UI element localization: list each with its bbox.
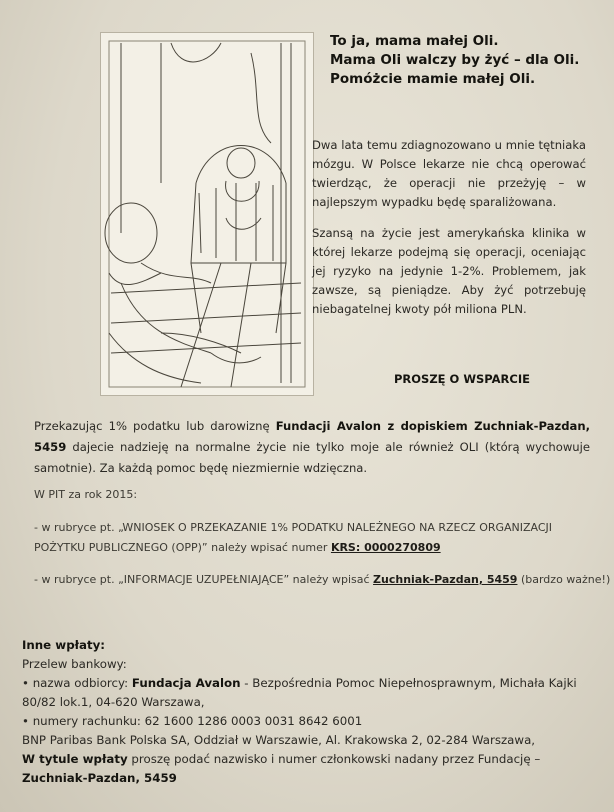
other-payments-title: Inne wpłaty: — [22, 638, 106, 652]
rubric-2-note: (bardzo ważne!) — [517, 573, 611, 586]
recipient-line — [22, 674, 602, 693]
story-paragraph-1: Dwa lata temu zdiagnozowano u mnie tętniaka mózgu. W Polsce lekarze nie chcą operować twierdząc, że operacji nie przeżyję – w najlepszym wypadku będę sparaliżowana. — [312, 138, 586, 209]
intro-pre: Przekazując 1% podatku lub darowiznę — [34, 419, 276, 433]
rubric-1-text: - w rubryce pt. „WNIOSEK O PRZEKAZANIE 1% PODATKU NALEŻNEGO NA RZECZ ORGANIZACJI POŻYTKU PUBLICZNEGO (OPP)” należy wpisać numer — [34, 521, 553, 554]
line-drawing — [101, 33, 313, 395]
donation-intro — [34, 416, 590, 479]
story-text — [312, 136, 586, 331]
transfer-title-label: W tytule wpłaty — [22, 752, 128, 766]
account-number: • numery rachunku: 62 1600 1286 0003 0031 8642 6001 — [22, 714, 363, 728]
rubric-2-name: Zuchniak-Pazdan, 5459 — [373, 573, 518, 586]
recipient-rest: - Bezpośrednia Pomoc Niepełnosprawnym, Michała Kajki — [240, 676, 577, 690]
headline — [330, 32, 605, 89]
intro-foundation: Fundacji Avalon z dopiskiem Zuchniak-Pazdan, 5459 — [34, 419, 590, 454]
story-paragraph-2: Szansą na życie jest amerykańska klinika w której lekarze podejmą się operacji, oceniając jej ryzyko na jedynie 1-2%. Problemem, jak zawsze, są pieniądze. Aby żyć potrzebuję niebagatelnej kwoty pół miliona PLN. — [312, 226, 586, 316]
recipient-name: Fundacja Avalon — [131, 676, 241, 690]
bank-info: BNP Paribas Bank Polska SA, Oddział w Warszawie, Al. Krakowska 2, 02-284 Warszawa, — [22, 733, 536, 747]
bank-transfer-label: Przelew bankowy: — [22, 657, 127, 671]
transfer-title-text: proszę podać nazwisko i numer członkowski nadany przez Fundację – — [127, 752, 541, 766]
other-payments — [22, 636, 602, 788]
pit-year-label: W PIT za rok 2015: — [34, 488, 138, 501]
pit-rubric-2 — [34, 570, 611, 590]
pit-rubric-1 — [34, 518, 594, 558]
krs-number: KRS: 0000270809 — [330, 541, 441, 554]
headline-line-1: To ja, mama małej Oli. — [330, 33, 499, 49]
support-appeal: PROSZĘ O WSPARCIE — [394, 372, 530, 386]
transfer-title-line — [22, 750, 602, 769]
mother-and-child-illustration — [100, 32, 314, 396]
recipient-address: 80/82 lok.1, 04-620 Warszawa, — [22, 695, 205, 709]
member-id: Zuchniak-Pazdan, 5459 — [22, 771, 177, 785]
rubric-2-text: - w rubryce pt. „INFORMACJE UZUPEŁNIAJĄCE” należy wpisać — [34, 573, 374, 586]
headline-line-3: Pomóżcie mamie małej Oli. — [330, 71, 536, 87]
recipient-label: • nazwa odbiorcy: — [22, 676, 132, 690]
intro-post: dajecie nadzieję na normalne życie nie tylko moje ale również OLI (którą wychowuje samotnie). Za każdą pomoc będę niezmiernie wdzięczna. — [34, 440, 590, 475]
headline-line-2: Mama Oli walczy by żyć – dla Oli. — [330, 52, 580, 68]
